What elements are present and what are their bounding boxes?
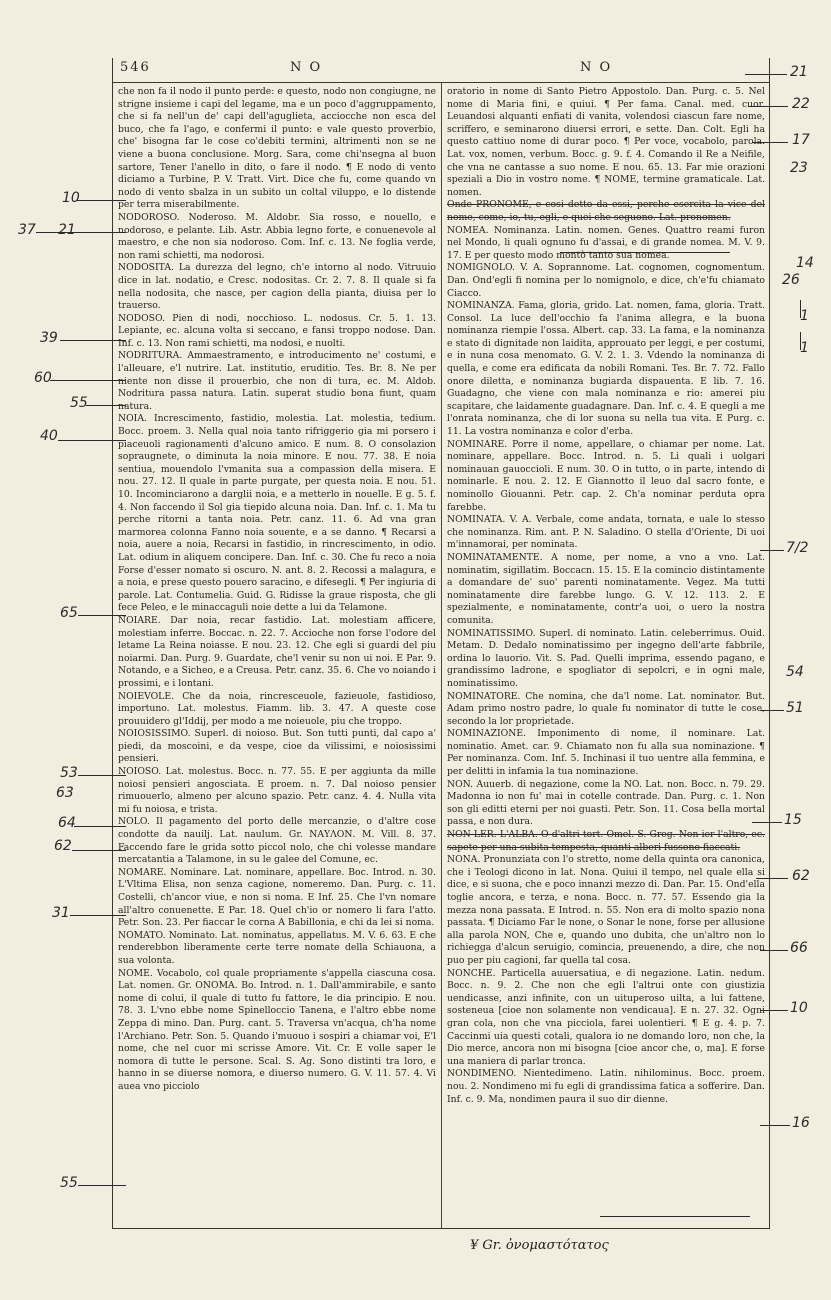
margin-pointer-line	[752, 822, 782, 823]
margin-pointer-line	[72, 850, 126, 851]
entry-nomato: NOMATO. Nominato. Lat. nominatus, appellatus. M. V. 6. 63. E che renderebbon liberamente certe terre nomate della Schiauona, a sua volonta.	[118, 929, 436, 966]
margin-pointer-line	[760, 1010, 788, 1011]
entry-noioso: NOIOSO. Lat. molestus. Bocc. n. 77. 55. E per aggiunta da mille noiosi pensieri angosciata. E proem. n. 7. Dal noioso pensier rimuouerlo, almeno per alcuno spazio. Petr. canz. 4. 4. Nulla vita mi fu noiosa, e trista.	[118, 766, 436, 815]
entry-nominata: NOMINATA. V. A. Verbale, come andata, tornata, e uale lo stesso che nominanza. Rim. ant. P. N. Saladino. O stella d'Oriente, Di uoi m'innamorai, per nominata.	[447, 514, 765, 551]
margin-pointer-line	[78, 615, 126, 616]
entry-nodosita: NODOSITA. La durezza del legno, ch'e intorno al nodo. Vitruuio dice in lat. nodatio, e Cresc. nodositas. Cr. 2. 7. 8. Il quale si fa nella nodosita, che nasce, per cagion della pianta, diuisa per lo trauerso.	[118, 262, 436, 312]
margin-note-left: 55	[60, 1175, 78, 1191]
margin-pointer-line	[60, 340, 126, 341]
entry-nominatore: NOMINATORE. Che nomina, che da'l nome. Lat. nominator. But. Adam primo nostro padre, lo quale fu nominator di tutte le cose, secondo la lor proprietade.	[447, 690, 765, 727]
entry-nomare: NOMARE. Nominare. Lat. nominare, appellare. Boc. Introd. n. 30. L'Vltima Elisa, non senza cagione, nomeremo. Dan. Purg. c. 11. Costelli, ch'ancor viue, e non si noma. E Inf. 25. Che l'vn nomare all'altro conuenette. E Par. 18. Quel ch'io or nomero li fara l'atto. Petr. Son. 23. Per fiaccar le corna A Babillonia, e chi da lei si noma.	[118, 866, 436, 929]
margin-note-left: 65	[60, 605, 78, 621]
entry-nodo-cont: che non fa il nodo il punto perde: e questo, nodo non congiugne, ne strigne insieme i capi del legame, ma e un poco d'aggruppamento, che si fa nell'un de' capi dell'aguglieta, acciocche non esca del buco, che fa l'ago, e confermi il punto: e vale questo proverbio, che' bisogna far le cose co'debiti termini, altrimenti non se ne viene a buona conclusione. Morg. Sara, come chi'nsegna al buon sartore, Tener l'anello in dito, o fare il nodo. ¶ E nodo di vento diciamo a Turbine, P. V. Tratt. Virt. Dice che fu, come quando vn nodo di vento sbalza in un subito un coltal viluppo, e lo distende per terra miserabilmente.	[118, 86, 436, 211]
margin-note-right: 23	[790, 160, 808, 176]
margin-pointer-line	[756, 878, 788, 879]
margin-note-right: 16	[792, 1115, 810, 1131]
margin-note-left: 37	[18, 222, 36, 238]
entry-nolo: NOLO. Il pagamento del porto delle mercanzie, o d'altre cose condotte da nauilj. Lat. naulum. Gr. ΝΑΥΛΟΝ. M. Vill. 8. 37. Faccendo fare le grida sotto piccol nolo, che chi volesse mandare mercatantia a Talamone, in su le galee del Comune, ec.	[118, 816, 436, 866]
margin-pointer-line	[760, 950, 788, 951]
margin-note-left: 64	[58, 815, 76, 831]
margin-pointer-line	[74, 826, 126, 827]
margin-pointer-line	[76, 200, 126, 201]
margin-note-left: 39	[40, 330, 58, 346]
margin-note-right: 62	[792, 868, 810, 884]
margin-note-left: 40	[40, 428, 58, 444]
entry-nominanza: NOMINANZA. Fama, gloria, grido. Lat. nomen, fama, gloria. Tratt. Consol. La luce dell'occhio fa l'anima allegra, e la buona nominanza riempie l'ossa. Albert. cap. 33. La fama, e la nominanza e stato di dignitade non laidita, approuato per leggi, e per costumi, e in nuna cosa menomato. G. V. 2. 1. 3. Vdendo la nominanza di quella, e come era edificata da nobili Romani. Tes. Br. 7. 72. Fallo onore diletta, e nominanza bugiarda dispauenta. E lib. 7. 16. Guadagno, che viene con mala nominanza e rio: amerei piu scapitare, che laidamente guadagnare. Dan. Inf. c. 4. E quegli a me l'onrata nominanza, che di lor suona su nella tua vita. E Purg. c. 11. La vostra nominanza e color d'erba.	[447, 300, 765, 438]
footer-rule	[112, 1228, 770, 1229]
margin-note-left: 10	[62, 190, 80, 206]
margin-pointer-line	[86, 405, 126, 406]
entry-nodoso: NODOSO. Pien di nodi, nocchioso. L. nodosus. Cr. 5. 1. 13. Lepiante, ec. alcuna volta si seccano, e fansi troppo nodose. Dan. Inf. c. 13. Non rami schietti, ma nodosi, e nuolti.	[118, 312, 436, 349]
entry-nodritura: NODRITURA. Ammaestramento, e introducimento ne' costumi, e l'alleuare, e'l nutrire. Lat. institutio, eruditio. Tes. Br. 8. Ne per niente non disse il prouerbio, che non di tura, ec. M. Aldob. Nodritura passa natura. Latin. superat studio bona fiunt, quam natura.	[118, 350, 436, 412]
margin-note-left: 60	[34, 370, 52, 386]
page-number: 546	[120, 60, 151, 75]
margin-note-right: 22	[792, 96, 810, 112]
right-column	[447, 86, 765, 1224]
entry-nomea: NOMEA. Nominanza. Latin. nomen. Genes. Quattro reami furon nel Mondo, li quali ognuno fu d'assai, e di grande nomea. M. V. 9. 17. E per questo modo montò tanto sua nomea.	[447, 224, 765, 261]
margin-pointer-line	[760, 1125, 790, 1126]
footer-handwritten-note: ¥ Gr. ὀνομαστότατος	[470, 1238, 609, 1253]
entry-noievole: NOIEVOLE. Che da noia, rincresceuole, fazieuole, fastidioso, importuno. Lat. molestus. Fiamm. lib. 3. 47. A queste cose prouuidero gl'Iddij, per modo a me noieuole, piu che troppo.	[118, 690, 436, 727]
ink-underline	[600, 1216, 750, 1217]
margin-pointer-line	[760, 710, 784, 711]
ink-underline	[560, 252, 730, 253]
entry-nona: NONA. Pronunziata con l'o stretto, nome della quinta ora canonica, che i Teologi dicono in lat. Nona. Quiui il tempo, nel quale ella si dice, e si suona, che e poco innanzi mezzo di. Dan. Par. 15. Ond'ella toglie ancora, e terza, e nona. Bocc. n. 77. 57. Essendo gia la mezza nona passata. E Introd. n. 55. Non era di molto spazio nona passata. ¶ Diciamo Far le none, o Sonar le none, forse per allusione alla parola NON, Che e, quando uno dubita, che un'altro non lo richiegga d'alcun seruigio, comincia, preuenendo, a dire, che non puo per piu cagioni, far quella tal cosa.	[447, 854, 765, 966]
margin-pointer-line	[78, 1185, 126, 1186]
entry-nonche: NONCHE. Particella auuersatiua, e di negazione. Latin. nedum. Bocc. n. 9. 2. Che non che egli l'altrui onte con giustizia uendicasse, anzi infinite, con un uituperoso uilta, a lui fattene, sosteneua [cioe non solamente non vendicaua]. E n. 27. 32. Ogni gran cola, non che vna picciola, farei uolentieri. ¶ E g. 4. p. 7. Caccinmi uia questi cotali, qualora io ne domando loro, non che, la Dio merce, ancora non mi bisogna [cioe ancor che, o, ma]. E forse una maniera di parlar tronca.	[447, 967, 765, 1067]
entry-nominatamente: NOMINATAMENTE. A nome, per nome, a vno a vno. Lat. nominatim, sigillatim. Boccacn. 15. 15. E la comincio distintamente a domandare de' suo' parenti nominatamente. Vegez. Ma tutti nominatamente dire farebbe lungo. G. V. 12. 113. 2. E spezialmente, e nominatamente, contr'a uoi, o uero la nostra comunita.	[447, 551, 765, 626]
margin-ink-tick	[800, 300, 801, 318]
margin-pointer-line	[745, 74, 787, 75]
entry-noia: NOIA. Increscimento, fastidio, molestia. Lat. molestia, tedium. Bocc. proem. 3. Nella qual noia tanto rifriggerio gia mi porsero i piaceuoli ragionamenti d'alcuno amico. E num. 8. O consolazion sopraugnete, o diminuta la noia minore. E nou. 77. 38. E noia sentiua, mouendolo l'vmanita sua a compassion della misera. E nou. 27. 12. Il quale in parte purgate, per questa noia. E nou. 51. 10. Incominciarono a darglii noia, e a metterlo in nouelle. E g. 5. f. 4. Non faccendo il Sol gia tiepido alcuna noia. Dan. Inf. c. 1. Ma tu perche ritorni a tanta noia. Petr. canz. 11. 6. Ad vna gran marmorea colonna Fanno noia souente, e a se danno. ¶ Recarsi a noia, auere a noia, Recarsi in fastidio, in rincrescimento, in odio. Lat. odium in aliquem concipere. Dan. Inf. c. 30. Che fu reco a noia Forse d'esser nomato si oscuro. N. ant. 8. 2. Recossi a malagura, e a noia, e prese questo pouero saracino, e difesegli. ¶ Per ingiuria di parole. Lat. Contumelia. Guid. G. Ridisse la graue risposta, che gli fece Peleo, e le minaccaguli noie dette a lui da Telamone.	[118, 413, 436, 614]
margin-pointer-line	[58, 440, 126, 441]
margin-note-left: 62	[54, 838, 72, 854]
margin-pointer-line	[752, 142, 788, 143]
running-head-right: N O	[580, 60, 613, 75]
margin-pointer-line	[78, 775, 126, 776]
margin-note-right: 21	[790, 64, 808, 80]
entry-noiare: NOIARE. Dar noia, recar fastidio. Lat. molestiam afficere, molestiam inferre. Boccac. n. 22. 7. Accioche non forse l'odore del letame La Reina noiasse. E nou. 23. 12. Che egli si guardi del piu noiarmi. Dan. Purg. 9. Guardate, che'l venir su non ui noi. E Par. 9. Notando, e a Sicheo, e a Creusa. Petr. canz. 35. 6. Che vo noiando i prossimi, e i lontani.	[118, 614, 436, 689]
left-column	[118, 86, 436, 1224]
entry-nondimeno: NONDIMENO. Nientedimeno. Latin. nihilominus. Bocc. proem. nou. 2. Nondimeno mi fu egli di grandissima fatica a sofferire. Dan. Inf. c. 9. Ma, nondimen paura il suo dir dienne.	[447, 1068, 765, 1105]
entry-nominatissimo: NOMINATISSIMO. Superl. di nominato. Latin. celeberrimus. Ouid. Metam. D. Dedalo nominatissimo per ingegno dell'arte fabbrile, ordina lo lauorio. Vit. S. Pad. Quelli imprima, essendo pagano, e grandissimo ladrone, e spogliator di sepolcri, e in ogni male, nominatissimo.	[447, 627, 765, 689]
entry-nominazione: NOMINAZIONE. Imponimento di nome, il nominare. Lat. nominatio. Amet. car. 9. Chiamato non fu alla sua nominazione. ¶ Per nominanza. Com. Inf. 5. Inchinasi il tuo uentre alla femmina, e per delitti in infamia la tua nominazione.	[447, 728, 765, 778]
margin-note-left: 21	[58, 222, 76, 238]
margin-note-right: 14	[796, 255, 814, 271]
margin-pointer-line	[748, 106, 788, 107]
margin-note-left: 31	[52, 905, 70, 921]
margin-note-right: 7/2	[786, 540, 809, 556]
margin-note-right: 15	[784, 812, 802, 828]
entry-non: NON. Auuerb. di negazione, come la NO. Lat. non. Bocc. n. 79. 29. Madonna io non fu' mai in cotelle contrade. Dan. Purg. c. 1. Non son gli editti eterni per noi guasti. Petr. Son. 11. Cosa bella mortal passa, e non dura.	[447, 778, 765, 828]
margin-note-right: 1	[800, 340, 809, 356]
margin-ink-tick	[800, 332, 801, 350]
margin-pointer-line	[36, 232, 126, 233]
margin-note-left: 55	[70, 395, 88, 411]
margin-note-right: 17	[792, 132, 810, 148]
entry-nodoroso: NODOROSO. Noderoso. M. Aldobr. Sia rosso, e nouello, e nodoroso, e pelante. Lib. Astr. Abbia legno forte, e conuenevole al maestro, e che non sia nodoroso. Com. Inf. c. 13. Ne foglia verde, non rami schietti, ma nodorosi.	[118, 211, 436, 261]
margin-note-right: 26	[782, 272, 800, 288]
margin-note-right: 66	[790, 940, 808, 956]
entry-non-ier-struck: NON-LER. L'ALBA. O d'altri tort. Omel. S. Greg. Non ier l'altro, ec. sapete per una subita tempesta, quanti alberi fussono fiaccati.	[447, 829, 765, 853]
entry-pronome-struck: Onde PRONOME, e cosi detto da essi, perche esercita la vice del nome, come, io, tu, egli, e quei che seguono. Lat. pronomen.	[447, 199, 765, 223]
entry-nominare: NOMINARE. Porre il nome, appellare, o chiamar per nome. Lat. nominare, appellare. Bocc. Introd. n. 5. Li quali i uolgari nominauan gauoccioli. E num. 30. O in tutto, o in parte, intendo di nominarle. E nou. 2. 12. E Giannotto il leuo dal sacro fonte, e nominollo Giouanni. Petr. cap. 2. Ch'a nominar perduta opra farebbe.	[447, 438, 765, 513]
margin-note-left: 63	[56, 785, 74, 801]
margin-note-right: 51	[786, 700, 804, 716]
margin-note-left: 53	[60, 765, 78, 781]
margin-pointer-line	[760, 550, 784, 551]
column-divider	[441, 82, 442, 1228]
entry-noiosissimo: NOIOSISSIMO. Superl. di noioso. But. Son tutti punti, dal capo a' piedi, da moscoini, e da vespe, cioe da vilissimi, e noiosissimi pensieri.	[118, 728, 436, 765]
entry-nomignolo: NOMIGNOLO. V. A. Soprannome. Lat. cognomen, cognomentum. Dan. Ond'egli fi nomina per lo nomignolo, e dice, ch'e'fu chiamato Ciacco.	[447, 262, 765, 299]
margin-pointer-line	[70, 915, 126, 916]
margin-pointer-line	[50, 380, 126, 381]
margin-note-right: 10	[790, 1000, 808, 1016]
entry-nome-cont: oratorio in nome di Santo Pietro Appostolo. Dan. Purg. c. 5. Nel nome di Maria fini, e quiui. ¶ Per fama. Canal. med. cuor. Leuandosi alquanti enfiati di vanita, volendosi ciascun fare nome, scriffero, e seminarono diuersi errori, e sette. Dan. Colt. Egli ha questo cattiuo nome di durar poco. ¶ Per voce, vocabolo, parola. Lat. vox, nomen, verbum. Bocc. g. 9. f. 4. Comando il Re a Neifile, che vna ne cantasse a suo nome. E nou. 65. 13. Far mie orazioni speziali a Dio in vostro nome. ¶ NOME, termine gramaticale. Lat. nomen.	[447, 86, 765, 198]
margin-note-right: 54	[786, 664, 804, 680]
entry-nome: NOME. Vocabolo, col quale propriamente s'appella ciascuna cosa. Lat. nomen. Gr. ΟΝΟΜΑ. Bo. Introd. n. 1. Dall'ammirabile, e santo nome di colui, il quale di tutto fu fattore, le dia principio. E nou. 78. 3. L'vno ebbe nome Spinelloccio Tanena, e l'altro ebbe nome Zeppa di mino. Dan. Purg. cant. 5. Traversa vn'acqua, ch'ha nome l'Archiano. Petr. Son. 5. Quando i'muouo i sospiri a chiamar voi, E'l nome, che nel cuor mi scrisse Amore. Vit. Cr. E volle saper le nomora di tutte le persone. Scal. S. Ag. Sono distinti tra loro, e hanno in se diuerse nomora, e diuerso numero. G. V. 11. 57. 4. Vi auea vno picciolo	[118, 967, 436, 1092]
margin-note-right: 1	[800, 308, 809, 324]
running-head-left: N O	[290, 60, 323, 75]
